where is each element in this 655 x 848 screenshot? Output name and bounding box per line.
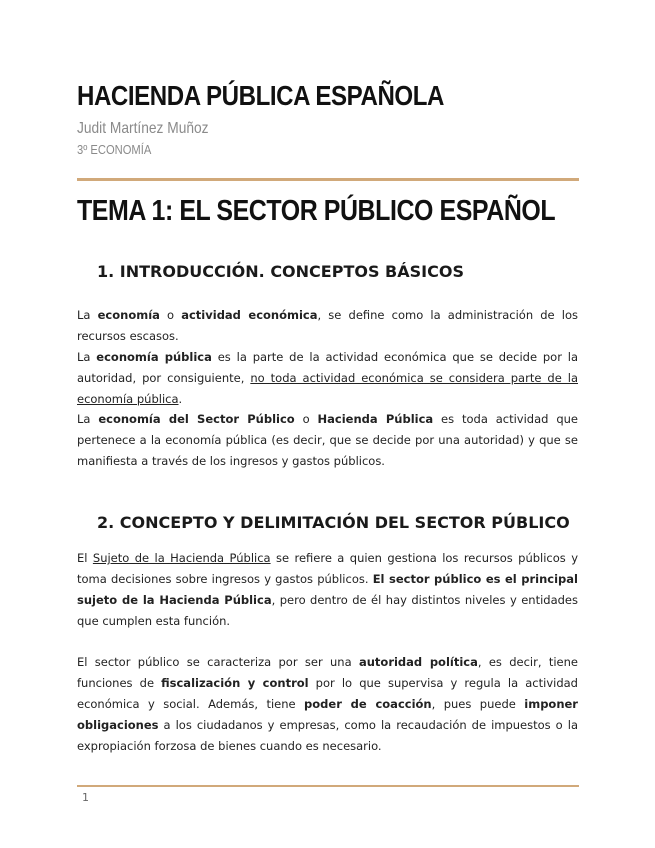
section-2-heading: 2. CONCEPTO Y DELIMITACIÓN DEL SECTOR PÚBLICO [97, 513, 570, 532]
document-title: HACIENDA PÚBLICA ESPAÑOLA [77, 80, 444, 111]
section-1-paragraph-1: La economía o actividad económica, se define como la administración de los recursos escasos. [77, 308, 578, 343]
page-number: 1 [82, 791, 89, 804]
course-label: 3º ECONOMÍA [77, 142, 152, 157]
header-divider [77, 178, 579, 181]
section-2-paragraph-2: El sector público se caracteriza por ser una autoridad política, es decir, tiene funciones de fiscalización y control por lo que supervisa y regula la actividad económica y social. Además, tiene poder de coacción, pues puede imponer obligaciones a los ciudadanos y empresas, como la recaudación de impuestos o la expropiación forzosa de bienes cuando es necesario. [77, 655, 578, 753]
section-2-paragraph-1: El Sujeto de la Hacienda Pública se refiere a quien gestiona los recursos públicos y toma decisiones sobre ingresos y gastos públicos. El sector público es el principal sujeto de la Hacienda Pública, pero dentro de él hay distintos niveles y entidades que cumplen esta función. [77, 551, 579, 628]
section-1-paragraph-2: La economía pública es la parte de la actividad económica que se decide por la autoridad, por consiguiente, no toda actividad económica se considera parte de la economía pública. [77, 350, 578, 406]
chapter-title: TEMA 1: EL SECTOR PÚBLICO ESPAÑOL [77, 195, 556, 227]
footer-divider [77, 785, 579, 787]
section-1-paragraph-3: La economía del Sector Público o Hacienda Pública es toda actividad que pertenece a la economía pública (es decir, que se decide por una autoridad) y que se manifiesta a través de los ingresos y gastos públicos. [77, 412, 578, 468]
author-name: Judit Martínez Muñoz [77, 120, 209, 137]
section-1-heading: 1. INTRODUCCIÓN. CONCEPTOS BÁSICOS [97, 262, 464, 281]
